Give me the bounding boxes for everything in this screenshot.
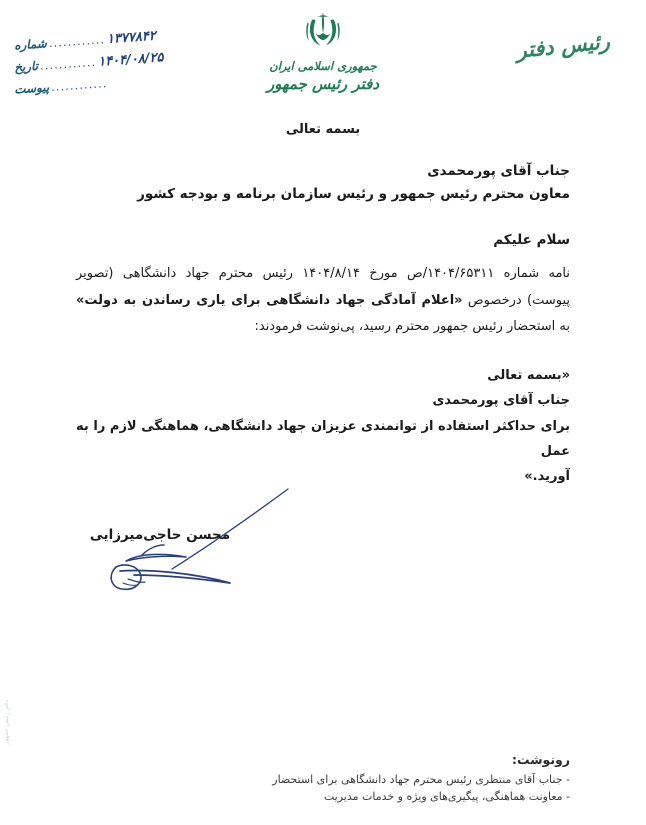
role-title: رئیس دفتر	[515, 29, 611, 63]
basmala: بسمه تعالی	[285, 122, 361, 137]
letterhead	[0, 0, 646, 120]
signature-area	[0, 505, 646, 615]
date-dots: ............	[39, 55, 97, 73]
attachment-label: پیوست	[13, 80, 50, 97]
cc-heading: رونوشت:	[511, 752, 570, 767]
paragraph-part-1: نامه شماره ۱۴۰۴/۶۵۳۱۱/ص مورخ ۱۴۰۴/۸/۱۴ رئیس محترم جهاد دانشگاهی (تصویر پیوست) درخصوص	[76, 266, 570, 308]
date-value: ۱۴۰۴/۰۸/۲۵	[97, 50, 164, 70]
number-label: شماره	[13, 36, 48, 53]
letter-body	[0, 122, 646, 516]
cc-item-1: - جناب آقای منتظری رئیس محترم جهاد دانشگاهی برای استحضار	[272, 773, 570, 786]
paragraph-part-2: به استحضار رئیس جمهور محترم رسید، پی‌نوشت فرمودند:	[254, 319, 570, 335]
letterhead-meta-fields	[13, 26, 194, 97]
side-vertical-text: دفتر رئیس جمهور	[3, 700, 10, 745]
quote-line-4: آورید.»	[524, 469, 570, 485]
handwritten-signature-icon	[90, 483, 320, 603]
attachment-dots: ............	[50, 77, 108, 94]
addressee-name: جناب آقای پورمحمدی	[427, 163, 570, 179]
cc-section	[0, 752, 646, 807]
greeting: سلام علیکم	[493, 232, 570, 248]
quote-line-1: «بسمه تعالی	[487, 367, 570, 383]
organization-line-2: دفتر رئیس جمهور	[266, 75, 380, 93]
number-value: ۱۳۷۷۸۴۲	[106, 28, 157, 48]
paragraph-emphasis: «اعلام آمادگی جهاد دانشگاهی برای یاری رساندن به دولت»	[76, 292, 463, 308]
addressee-title: معاون محترم رئیس جمهور و رئیس سازمان برنامه و بودجه کشور	[137, 186, 570, 202]
main-paragraph	[76, 261, 570, 341]
quote-line-2: جناب آقای پورمحمدی	[432, 393, 570, 409]
number-dots: ............	[48, 33, 106, 51]
date-label: تاریخ	[13, 58, 39, 75]
presidential-note-quote	[76, 363, 570, 490]
organization-line-1: جمهوری اسلامی ایران	[269, 59, 377, 73]
signature-name: محسن حاجی‌میرزایی	[89, 527, 231, 543]
cc-item-2: - معاونت هماهنگی، پیگیری‌های ویژه و خدمات مدیریت	[323, 790, 570, 803]
iran-national-emblem-icon	[300, 8, 346, 54]
quote-line-3: برای حداکثر استفاده از توانمندی عزیزان جهاد دانشگاهی، هماهنگی لازم را به عمل	[76, 418, 570, 459]
